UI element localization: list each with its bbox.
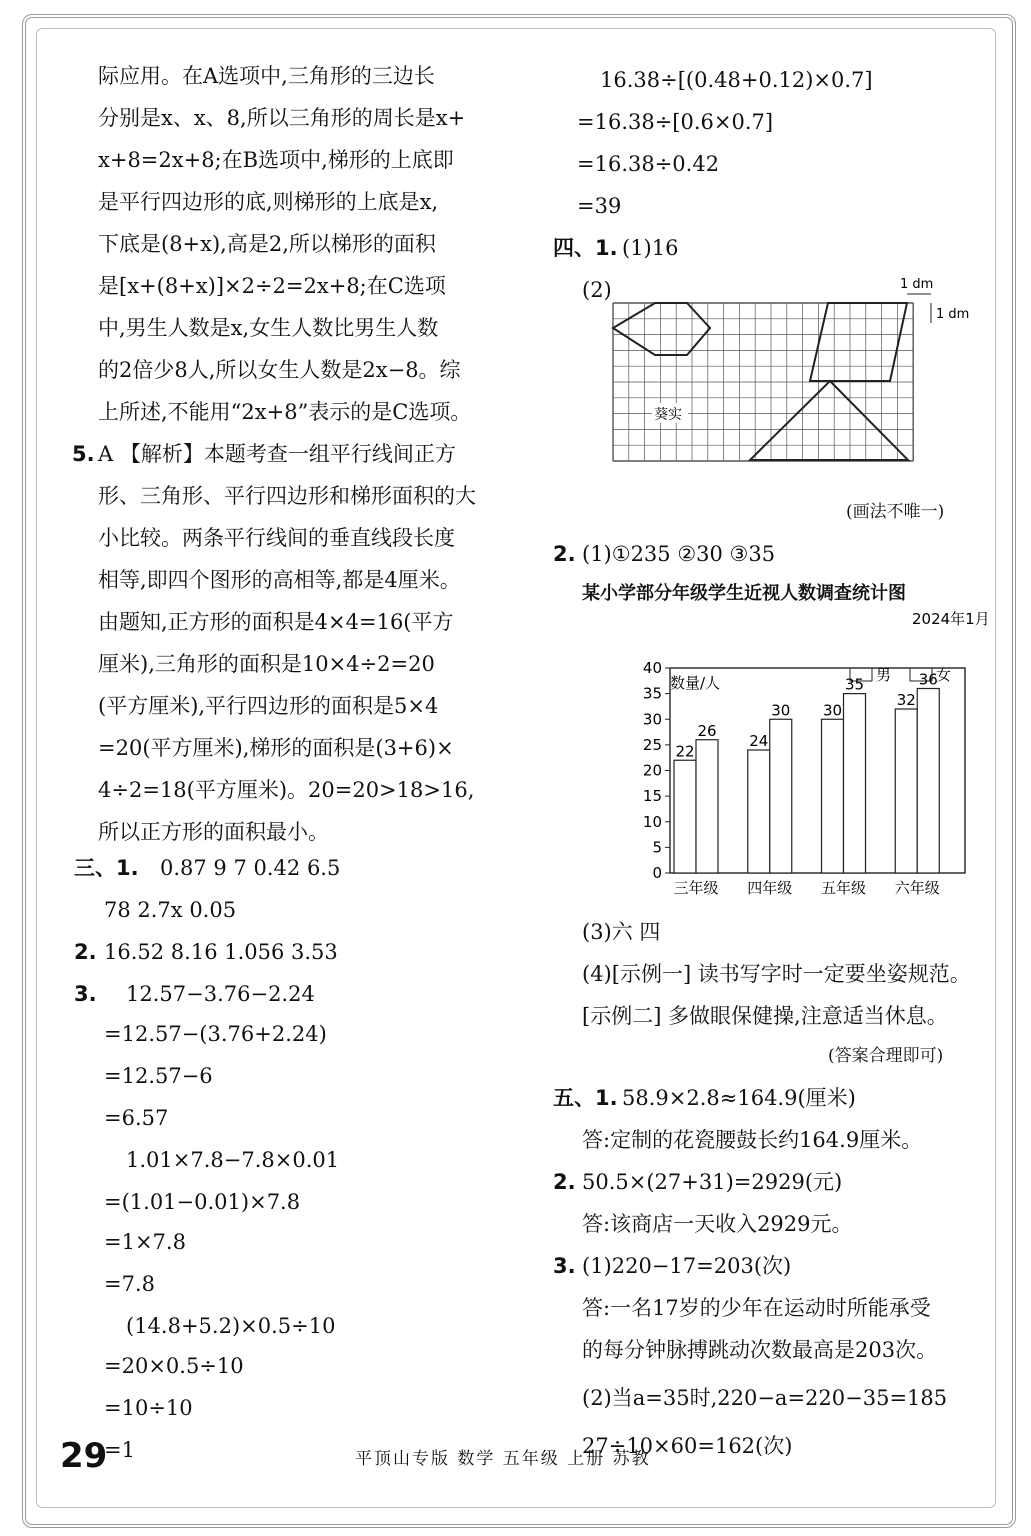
text-line: 是平行四边形的底,则梯形的上底是x, [98,190,439,214]
text-line: 厘米),三角形的面积是10×4÷2=20 [98,652,435,676]
calc-line: =7.8 [104,1272,155,1296]
x-category-label: 五年级 [820,879,867,897]
y-tick-label: 40 [642,659,662,677]
text-line: 相等,即四个图形的高相等,都是4厘米。 [98,568,461,592]
text-line: 上所述,不能用“2x+8”表示的是C选项。 [98,400,472,424]
question-number: 5. [72,442,95,466]
chart-title: 某小学部分年级学生近视人数调查统计图 [582,583,906,604]
x-category-label: 三年级 [673,879,719,897]
text-line: 的2倍少8人,所以女生人数是2x−8。综 [98,358,461,382]
answer-line: 50.5×(27+31)=2929(元) [582,1170,843,1194]
calc-line: =12.57−6 [104,1064,213,1088]
y-tick-label: 35 [642,684,662,703]
text-line: =20(平方厘米),梯形的面积是(3+6)× [98,736,454,760]
bar-chart [620,606,990,906]
answer-line: 答:定制的花瓷腰鼓长约164.9厘米。 [582,1128,923,1152]
answer-line: 58.9×2.8≈164.9(厘米) [622,1086,856,1110]
answer-line: (1)16 [622,236,679,260]
calc-line: =1×7.8 [104,1230,186,1254]
bar-male [748,750,770,873]
chart-subtitle: 2024年1月 [912,610,990,628]
bar-value-label: 36 [918,670,938,689]
chart-ylabel: 数量/人 [670,674,721,692]
text-line: A 【解析】本题考查一组平行线间正方 [98,442,456,466]
calc-line: 1.01×7.8−7.8×0.01 [126,1148,340,1172]
answer-line: 27÷10×60=162(次) [582,1434,793,1458]
text-line: 小比较。两条平行线间的垂直线段长度 [98,526,455,550]
dm-label-h: 1 dm [900,277,934,292]
question-number: 2. [553,542,576,566]
bar-male [822,719,844,873]
section-label: 五、1. [553,1086,618,1110]
calc-line: 16.38÷[(0.48+0.12)×0.7] [600,68,873,92]
answer-line: (1)220−17=203(次) [582,1254,792,1278]
bar-male [895,709,917,873]
page-number: 29 [60,1436,108,1476]
bar-value-label: 26 [697,721,717,740]
bar-female [844,694,866,873]
hexagon-shape [613,303,710,355]
answer-line: 答:一名17岁的少年在运动时所能承受 [582,1296,931,1320]
y-tick-label: 25 [642,735,662,754]
question-number: 3. [74,982,97,1006]
answer-note: (答案合理即可) [828,1046,944,1066]
text-line: 所以正方形的面积最小。 [98,820,329,844]
text-line: x+8=2x+8;在B选项中,梯形的上底即 [98,148,454,172]
triangle-shape [750,381,908,460]
grid-drawing [600,270,1000,500]
answer-line: (1)①235 ②30 ③35 [582,542,776,566]
bar-value-label: 30 [771,701,791,720]
legend-male-label: 男 [876,666,892,684]
calc-line: =(1.01−0.01)×7.8 [104,1190,301,1214]
text-line: 际应用。在A选项中,三角形的三边长 [98,64,435,88]
answer-line: 答:该商店一天收入2929元。 [582,1212,853,1236]
question-number: 3. [553,1254,576,1278]
calc-line: =10÷10 [104,1396,193,1420]
bar-value-label: 22 [675,742,695,761]
y-tick-label: 10 [642,812,662,831]
calc-line: =20×0.5÷10 [104,1354,244,1378]
bar-male [674,760,696,873]
y-tick-label: 5 [652,838,662,857]
calc-line: (14.8+5.2)×0.5÷10 [126,1314,336,1338]
calc-line: =6.57 [104,1106,169,1130]
answer-line: (2) [582,278,612,302]
answer-line: (2)当a=35时,220−a=220−35=185 [582,1386,948,1410]
bar-female [696,740,718,873]
calc-line: =12.57−(3.76+2.24) [104,1022,327,1046]
dm-label-v: 1 dm [936,307,970,322]
answer-line: (4)[示例一] 读书写字时一定要坐姿规范。 [582,962,971,986]
text-line: (平方厘米),平行四边形的面积是5×4 [98,694,439,718]
y-tick-label: 15 [642,787,662,806]
section-label: 三、1. [74,856,139,880]
answer-line: 的每分钟脉搏跳动次数最高是203次。 [582,1338,938,1362]
grid-note: (画法不唯一) [846,502,945,522]
calc-line: =16.38÷[0.6×0.7] [577,110,774,134]
answer-line: 78 2.7x 0.05 [104,898,237,922]
question-number: 2. [553,1170,576,1194]
y-tick-label: 30 [642,710,662,729]
bar-value-label: 30 [822,701,843,720]
question-number: 2. [74,940,97,964]
text-line: 分别是x、x、8,所以三角形的周长是x+ [98,106,466,130]
y-tick-label: 0 [652,864,662,882]
text-line: 下底是(8+x),高是2,所以梯形的面积 [98,232,436,256]
calc-line: 12.57−3.76−2.24 [126,982,315,1006]
text-line: 4÷2=18(平方厘米)。20=20>18>16, [98,778,475,802]
bar-value-label: 24 [749,732,769,750]
bar-value-label: 35 [844,675,865,694]
answer-line: 16.52 8.16 1.056 3.53 [104,940,338,964]
bar-female [770,719,792,873]
answer-line: [示例二] 多做眼保健操,注意适当休息。 [582,1004,948,1028]
calc-line: =16.38÷0.42 [577,152,720,176]
text-line: 形、三角形、平行四边形和梯形面积的大 [98,484,476,508]
text-line: 中,男生人数是x,女生人数比男生人数 [98,316,439,340]
bar-value-label: 32 [896,691,916,709]
grid-stamp: 葵实 [654,407,682,423]
section-label: 四、1. [553,236,618,260]
parallelogram-shape [810,303,907,381]
bar-female [917,689,939,874]
x-category-label: 四年级 [747,879,793,897]
x-category-label: 六年级 [894,879,940,897]
footer-text: 平顶山专版 数学 五年级 上册 苏教 [355,1449,651,1469]
legend-female-label: 女 [936,666,952,684]
text-line: 是[x+(8+x)]×2÷2=2x+8;在C选项 [98,274,446,298]
calc-line: =1 [104,1438,135,1462]
y-tick-label: 20 [642,761,662,780]
calc-line: =39 [577,194,622,218]
text-line: 由题知,正方形的面积是4×4=16(平方 [98,610,454,634]
answer-line: 0.87 9 7 0.42 6.5 [160,856,341,880]
answer-line: (3)六 四 [582,920,661,944]
